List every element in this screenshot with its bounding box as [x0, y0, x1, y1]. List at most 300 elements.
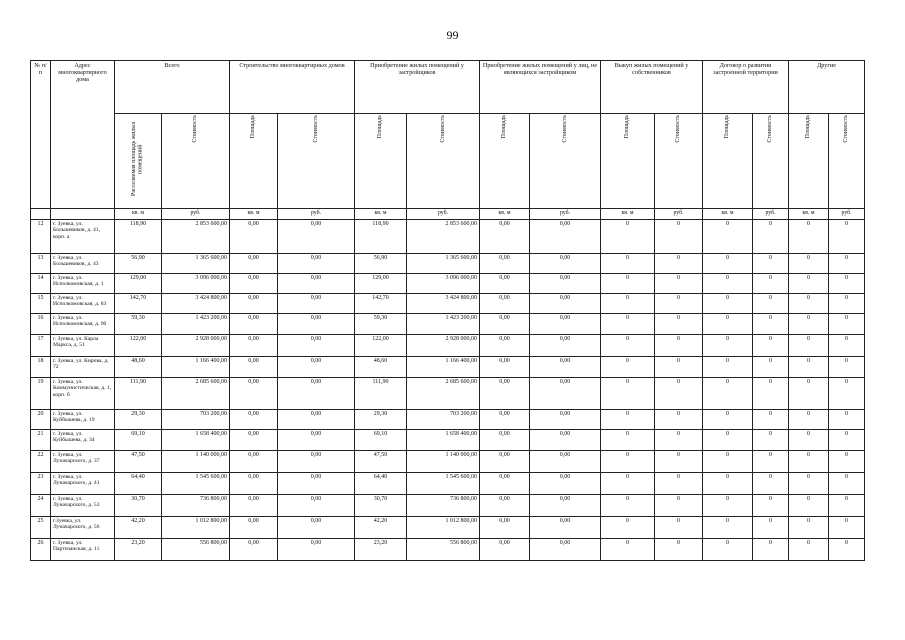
row-address: г. Зуевка, ул. Исполкомовская, д. 90 — [51, 314, 115, 335]
row-value: 29,30 — [355, 410, 407, 430]
row-value: 0,00 — [230, 430, 278, 451]
row-value: 0 — [655, 314, 703, 335]
row-value: 0 — [753, 495, 789, 517]
row-value: 64,40 — [355, 473, 407, 495]
units-cell: кв. м — [480, 209, 530, 220]
row-value: 0,00 — [530, 335, 601, 357]
row-address: г. Зуевка, ул. Исполкомовская, д. 83 — [51, 294, 115, 314]
row-number: 21 — [31, 430, 51, 451]
units-cell — [51, 209, 115, 220]
row-value: 142,70 — [355, 294, 407, 314]
subheader-text: Площадь — [805, 115, 812, 139]
row-value: 2 853 600,00 — [407, 220, 480, 254]
row-value: 48,60 — [355, 357, 407, 378]
row-address: г. Зуевка, ул. Луначарского, д. 53 — [51, 495, 115, 517]
row-value: 0,00 — [480, 378, 530, 410]
row-value: 0,00 — [530, 294, 601, 314]
row-address: г. Зуевка, ул. Куйбышева, д. 34 — [51, 430, 115, 451]
table-row — [31, 410, 865, 430]
row-value: 1 140 000,00 — [162, 451, 230, 473]
row-value: 736 800,00 — [407, 495, 480, 517]
row-number: 25 — [31, 517, 51, 539]
row-value: 0 — [829, 473, 865, 495]
table-row — [31, 220, 865, 254]
row-address: г. Зуевка, ул. Кирова, д. 72 — [51, 357, 115, 378]
row-value: 0 — [829, 378, 865, 410]
row-value: 0 — [753, 539, 789, 561]
row-value: 0 — [789, 357, 829, 378]
row-address: г.Зуевка, ул. Луначарского, д. 56 — [51, 517, 115, 539]
row-value: 0,00 — [480, 220, 530, 254]
row-value: 56,90 — [115, 254, 162, 274]
units-cell: кв. м — [115, 209, 162, 220]
row-value: 0 — [829, 539, 865, 561]
row-address: г. Зуевка, ул. Луначарского, д. 37 — [51, 451, 115, 473]
row-value: 0 — [753, 314, 789, 335]
subheader-text: Стоимость — [312, 115, 319, 143]
units-cell: кв. м — [230, 209, 278, 220]
row-number: 19 — [31, 378, 51, 410]
table-row — [31, 517, 865, 539]
row-value: 0 — [601, 473, 655, 495]
row-value: 1 140 000,00 — [407, 451, 480, 473]
row-value: 0 — [829, 274, 865, 294]
subheader-text: Расселяемая площадь жилых помещений — [131, 121, 144, 197]
row-number: 23 — [31, 473, 51, 495]
units-cell: руб. — [655, 209, 703, 220]
row-value: 2 685 600,00 — [162, 378, 230, 410]
row-value: 0 — [601, 451, 655, 473]
table-row — [31, 274, 865, 294]
row-value: 0 — [655, 357, 703, 378]
row-value: 0,00 — [480, 357, 530, 378]
row-value: 0 — [753, 294, 789, 314]
row-value: 2 685 600,00 — [407, 378, 480, 410]
row-address: г. Зуевка, ул. Исполкомовская, д. 1 — [51, 274, 115, 294]
page-number: 99 — [446, 28, 459, 42]
row-value: 0,00 — [480, 254, 530, 274]
header-group-nondeveloper-purchase: Приобретение жилых помещений у лиц, не являющихся застройщиком — [480, 61, 601, 114]
row-value: 42,20 — [355, 517, 407, 539]
header-group-construction: Строительство многоквартирных домов — [230, 61, 355, 114]
row-value: 0,00 — [530, 254, 601, 274]
row-number: 26 — [31, 539, 51, 561]
row-number: 24 — [31, 495, 51, 517]
row-value: 0 — [753, 254, 789, 274]
row-value: 0 — [655, 430, 703, 451]
row-value: 0 — [601, 539, 655, 561]
row-value: 0 — [753, 274, 789, 294]
row-value: 0 — [753, 220, 789, 254]
row-value: 0 — [703, 254, 753, 274]
header-group-total: Всего — [115, 61, 230, 114]
row-value: 0,00 — [530, 495, 601, 517]
row-number: 14 — [31, 274, 51, 294]
row-value: 0 — [829, 294, 865, 314]
row-value: 0 — [789, 274, 829, 294]
row-value: 0,00 — [230, 495, 278, 517]
subheader-cell — [703, 114, 753, 209]
row-number: 16 — [31, 314, 51, 335]
subheader-text: Стоимость — [675, 115, 682, 143]
row-value: 0,00 — [278, 495, 355, 517]
row-number: 20 — [31, 410, 51, 430]
row-value: 736 800,00 — [162, 495, 230, 517]
subheader-text: Площадь — [501, 115, 508, 139]
row-value: 0,00 — [230, 357, 278, 378]
row-value: 3 096 000,00 — [407, 274, 480, 294]
row-value: 0,00 — [480, 495, 530, 517]
row-value: 0,00 — [278, 357, 355, 378]
row-value: 47,50 — [355, 451, 407, 473]
row-value: 0,00 — [480, 430, 530, 451]
row-value: 0 — [829, 220, 865, 254]
header-group-buyout: Выкуп жилых помещений у собственников — [601, 61, 703, 114]
row-value: 0,00 — [480, 410, 530, 430]
units-cell: кв. м — [703, 209, 753, 220]
row-value: 0 — [703, 274, 753, 294]
row-value: 111,90 — [115, 378, 162, 410]
row-address: г. Зуевка, ул. Партизанская, д. 11 — [51, 539, 115, 561]
row-value: 0 — [789, 294, 829, 314]
row-value: 0 — [789, 451, 829, 473]
row-value: 0 — [753, 357, 789, 378]
row-value: 0 — [655, 473, 703, 495]
row-value: 1 365 600,00 — [162, 254, 230, 274]
row-value: 23,20 — [115, 539, 162, 561]
row-value: 0,00 — [278, 539, 355, 561]
row-value: 0 — [655, 274, 703, 294]
row-value: 0 — [829, 335, 865, 357]
subheader-text: Стоимость — [439, 115, 446, 143]
units-cell: кв. м — [601, 209, 655, 220]
table-row — [31, 335, 865, 357]
row-value: 42,20 — [115, 517, 162, 539]
row-value: 0 — [753, 473, 789, 495]
row-value: 0,00 — [530, 274, 601, 294]
subheader-text: Площадь — [624, 115, 631, 139]
row-value: 0,00 — [530, 410, 601, 430]
row-value: 0 — [703, 378, 753, 410]
row-value: 0,00 — [530, 314, 601, 335]
table-body — [31, 220, 865, 561]
table-row — [31, 473, 865, 495]
row-value: 0 — [703, 430, 753, 451]
row-value: 703 200,00 — [407, 410, 480, 430]
subheader-text: Площадь — [377, 115, 384, 139]
row-value: 0,00 — [530, 430, 601, 451]
row-value: 0,00 — [278, 473, 355, 495]
subheader-cell — [278, 114, 355, 209]
row-value: 0 — [789, 517, 829, 539]
row-value: 47,50 — [115, 451, 162, 473]
row-value: 0,00 — [530, 517, 601, 539]
row-value: 0,00 — [278, 274, 355, 294]
row-value: 129,00 — [115, 274, 162, 294]
row-value: 0,00 — [230, 378, 278, 410]
row-address: г. Зуевка, ул. Куйбышева, д. 19 — [51, 410, 115, 430]
table-row — [31, 254, 865, 274]
row-value: 59,30 — [115, 314, 162, 335]
row-value: 0 — [703, 357, 753, 378]
row-value: 0 — [655, 517, 703, 539]
row-value: 0 — [655, 254, 703, 274]
row-value: 0 — [829, 517, 865, 539]
row-value: 1 012 800,00 — [162, 517, 230, 539]
row-value: 0 — [753, 378, 789, 410]
row-value: 0,00 — [278, 410, 355, 430]
row-value: 0 — [753, 335, 789, 357]
subheader-text: Стоимость — [561, 115, 568, 143]
units-cell — [31, 209, 51, 220]
row-value: 0,00 — [230, 254, 278, 274]
row-address: г. Зуевка, ул. Коммунистическая, д. 1, корп. б — [51, 378, 115, 410]
row-value: 0 — [789, 430, 829, 451]
row-value: 0,00 — [480, 517, 530, 539]
row-value: 0 — [703, 220, 753, 254]
subheader-cell — [407, 114, 480, 209]
row-value: 0 — [601, 517, 655, 539]
row-value: 0 — [703, 495, 753, 517]
row-number: 17 — [31, 335, 51, 357]
subheader-text: Стоимость — [192, 115, 199, 143]
row-value: 0 — [655, 294, 703, 314]
units-cell: руб. — [829, 209, 865, 220]
row-value: 0 — [789, 539, 829, 561]
row-value: 0,00 — [230, 294, 278, 314]
row-value: 0,00 — [530, 539, 601, 561]
row-address: г. Зуевка, ул. Луначарского, д. 41 — [51, 473, 115, 495]
subheader-cell — [115, 114, 162, 209]
row-value: 0 — [829, 254, 865, 274]
row-value: 0 — [601, 335, 655, 357]
row-value: 0 — [789, 495, 829, 517]
row-value: 0 — [829, 314, 865, 335]
subheader-text: Стоимость — [767, 115, 774, 143]
row-value: 1 365 600,00 — [407, 254, 480, 274]
row-value: 0 — [753, 517, 789, 539]
row-value: 0 — [601, 378, 655, 410]
row-value: 59,30 — [355, 314, 407, 335]
row-value: 0 — [829, 495, 865, 517]
row-value: 0,00 — [278, 220, 355, 254]
row-number: 18 — [31, 357, 51, 378]
row-value: 0 — [753, 430, 789, 451]
row-value: 111,90 — [355, 378, 407, 410]
row-value: 2 928 000,00 — [407, 335, 480, 357]
row-value: 0 — [703, 314, 753, 335]
row-value: 0 — [789, 473, 829, 495]
row-value: 0,00 — [480, 294, 530, 314]
row-value: 0 — [753, 410, 789, 430]
units-cell: руб. — [753, 209, 789, 220]
resettlement-table — [30, 60, 865, 561]
row-value: 1 545 600,00 — [162, 473, 230, 495]
header-num: № п/п — [31, 61, 51, 209]
row-value: 142,70 — [115, 294, 162, 314]
row-value: 0,00 — [530, 378, 601, 410]
row-value: 0,00 — [480, 314, 530, 335]
row-value: 0,00 — [230, 220, 278, 254]
row-address: г. Зуевка, ул. Карла Маркса, д. 51 — [51, 335, 115, 357]
row-value: 118,90 — [115, 220, 162, 254]
row-address: г. Зуевка, ул. Большевиков, д. 43 — [51, 254, 115, 274]
row-value: 0,00 — [278, 294, 355, 314]
row-value: 69,10 — [355, 430, 407, 451]
units-cell: руб. — [278, 209, 355, 220]
row-value: 0,00 — [230, 410, 278, 430]
row-value: 0 — [829, 410, 865, 430]
units-cell: руб. — [162, 209, 230, 220]
row-value: 0,00 — [278, 254, 355, 274]
row-value: 703 200,00 — [162, 410, 230, 430]
units-cell: кв. м — [789, 209, 829, 220]
units-cell: кв. м — [355, 209, 407, 220]
row-value: 3 424 800,00 — [407, 294, 480, 314]
subheader-text: Площадь — [724, 115, 731, 139]
row-value: 0,00 — [480, 274, 530, 294]
row-value: 0,00 — [230, 517, 278, 539]
table-row — [31, 451, 865, 473]
row-value: 0 — [601, 430, 655, 451]
row-value: 0 — [601, 357, 655, 378]
subheader-cell — [753, 114, 789, 209]
row-value: 0 — [703, 294, 753, 314]
row-value: 0,00 — [278, 378, 355, 410]
row-value: 0,00 — [278, 335, 355, 357]
table-row — [31, 294, 865, 314]
row-value: 64,40 — [115, 473, 162, 495]
subheader-cell — [355, 114, 407, 209]
units-cell: руб. — [530, 209, 601, 220]
row-value: 0 — [789, 378, 829, 410]
row-value: 0,00 — [230, 335, 278, 357]
row-value: 1 545 600,00 — [407, 473, 480, 495]
row-value: 0,00 — [530, 473, 601, 495]
row-value: 0,00 — [530, 357, 601, 378]
row-value: 0 — [601, 495, 655, 517]
row-value: 0 — [703, 539, 753, 561]
table-row — [31, 357, 865, 378]
subheader-cell — [162, 114, 230, 209]
row-value: 69,10 — [115, 430, 162, 451]
subheader-cell — [530, 114, 601, 209]
row-number: 12 — [31, 220, 51, 254]
row-value: 0 — [703, 451, 753, 473]
row-value: 1 423 200,00 — [407, 314, 480, 335]
row-value: 0 — [829, 451, 865, 473]
row-value: 0 — [789, 335, 829, 357]
subheader-cell — [480, 114, 530, 209]
table-row — [31, 495, 865, 517]
row-value: 0 — [601, 410, 655, 430]
row-value: 0 — [703, 335, 753, 357]
row-value: 0,00 — [530, 451, 601, 473]
row-value: 0 — [655, 495, 703, 517]
row-value: 0,00 — [530, 220, 601, 254]
row-value: 0,00 — [230, 274, 278, 294]
row-value: 1 658 400,00 — [407, 430, 480, 451]
row-value: 0,00 — [480, 539, 530, 561]
table-header — [31, 61, 865, 220]
row-value: 0 — [655, 220, 703, 254]
row-value: 0 — [655, 378, 703, 410]
row-value: 2 853 600,00 — [162, 220, 230, 254]
row-value: 0 — [655, 335, 703, 357]
subheader-cell — [230, 114, 278, 209]
table-row — [31, 378, 865, 410]
row-value: 0 — [829, 430, 865, 451]
row-value: 0,00 — [230, 314, 278, 335]
subheader-text: Стоимость — [843, 115, 850, 143]
row-value: 30,70 — [115, 495, 162, 517]
row-value: 3 424 800,00 — [162, 294, 230, 314]
row-value: 48,60 — [115, 357, 162, 378]
table-row — [31, 314, 865, 335]
row-value: 0 — [789, 410, 829, 430]
row-value: 0,00 — [230, 451, 278, 473]
row-number: 13 — [31, 254, 51, 274]
row-value: 23,20 — [355, 539, 407, 561]
header-group-developer-purchase: Приобретение жилых помещений у застройщиков — [355, 61, 480, 114]
row-value: 556 800,00 — [162, 539, 230, 561]
row-value: 122,00 — [115, 335, 162, 357]
row-value: 0 — [601, 254, 655, 274]
row-number: 15 — [31, 294, 51, 314]
table-row — [31, 539, 865, 561]
row-address: г. Зуевка, ул. Большевиков, д. 41, корп. а — [51, 220, 115, 254]
header-address: Адрес многоквартирного дома — [51, 61, 115, 209]
row-value: 0,00 — [230, 473, 278, 495]
subheader-cell — [789, 114, 829, 209]
header-group-territory-contract: Договор о развитии застроенной территории — [703, 61, 789, 114]
row-value: 29,30 — [115, 410, 162, 430]
row-value: 30,70 — [355, 495, 407, 517]
row-value: 129,00 — [355, 274, 407, 294]
row-value: 0 — [601, 314, 655, 335]
subheader-text: Площадь — [250, 115, 257, 139]
row-value: 0 — [601, 220, 655, 254]
row-value: 0 — [601, 274, 655, 294]
row-value: 0,00 — [480, 335, 530, 357]
row-value: 0,00 — [278, 517, 355, 539]
row-value: 3 096 000,00 — [162, 274, 230, 294]
row-value: 2 928 000,00 — [162, 335, 230, 357]
row-value: 0 — [829, 357, 865, 378]
row-value: 0 — [789, 314, 829, 335]
row-value: 0 — [655, 451, 703, 473]
row-value: 1 166 400,00 — [407, 357, 480, 378]
row-value: 1 012 800,00 — [407, 517, 480, 539]
row-value: 0,00 — [480, 473, 530, 495]
row-value: 0,00 — [278, 314, 355, 335]
row-value: 556 800,00 — [407, 539, 480, 561]
row-value: 0 — [789, 254, 829, 274]
header-group-other: Другие — [789, 61, 865, 114]
subheader-cell — [601, 114, 655, 209]
row-value: 122,00 — [355, 335, 407, 357]
table-row — [31, 430, 865, 451]
subheader-cell — [655, 114, 703, 209]
row-value: 0 — [703, 517, 753, 539]
row-value: 0 — [789, 220, 829, 254]
units-cell: руб. — [407, 209, 480, 220]
subheader-cell — [829, 114, 865, 209]
row-value: 0 — [655, 410, 703, 430]
row-value: 0,00 — [230, 539, 278, 561]
row-number: 22 — [31, 451, 51, 473]
row-value: 118,90 — [355, 220, 407, 254]
